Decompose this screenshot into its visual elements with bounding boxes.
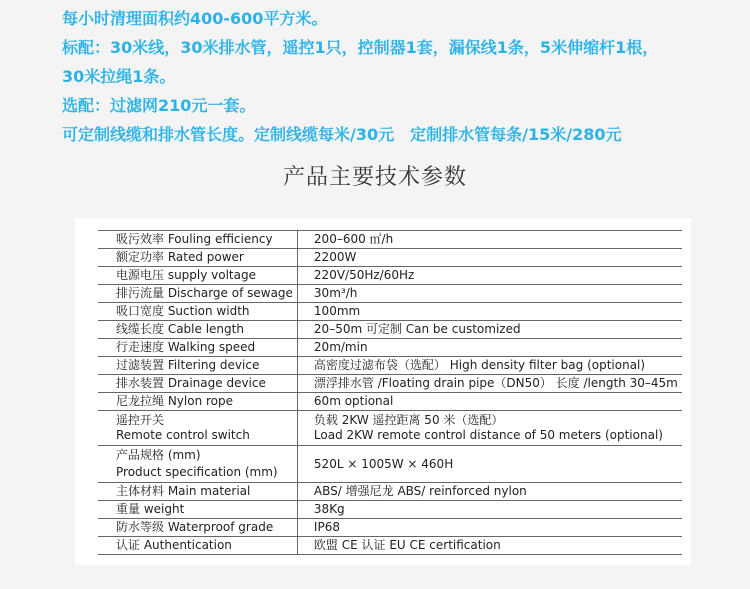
spec-value: 60m optional	[297, 393, 681, 411]
spec-value: 漂浮排水管 /Floating drain pipe（DN50） 长度 /length 30–45m	[297, 375, 681, 393]
intro-line: 30米拉绳1条。	[62, 67, 176, 86]
table-row	[98, 519, 682, 537]
spec-key-line: 遥控开关	[116, 413, 165, 427]
spec-value-line: Load 2KW remote control distance of 50 meters (optional)	[313, 428, 663, 442]
table-row	[98, 393, 682, 411]
spec-key: 排水装置 Drainage device	[98, 375, 297, 393]
table-row	[98, 285, 682, 303]
table-row	[98, 249, 682, 267]
spec-key	[98, 411, 297, 446]
table-row	[98, 537, 682, 555]
spec-value: 38Kg	[297, 501, 681, 519]
table-row	[98, 375, 682, 393]
spec-value: 100mm	[297, 303, 681, 321]
table-row	[98, 483, 682, 501]
table-row	[98, 339, 682, 357]
spec-key: 认证 Authentication	[98, 537, 297, 555]
spec-value-line: 负载 2KW 遥控距离 50 米（选配）	[313, 413, 504, 427]
table-row	[98, 411, 682, 446]
intro-line: 每小时清理面积约400-600平方米。	[62, 9, 328, 28]
table-row	[98, 321, 682, 339]
table-row	[98, 501, 682, 519]
spec-value: ABS/ 增强尼龙 ABS/ reinforced nylon	[297, 483, 681, 501]
spec-key: 尼龙拉绳 Nylon rope	[98, 393, 297, 411]
spec-value: 欧盟 CE 认证 EU CE certification	[297, 537, 681, 555]
intro-text	[62, 4, 742, 149]
spec-value: 200–600 ㎡/h	[297, 231, 681, 249]
spec-value: 20–50m 可定制 Can be customized	[297, 321, 681, 339]
spec-key-line: Remote control switch	[116, 428, 250, 442]
spec-key-line: Product specification (mm)	[116, 465, 278, 479]
spec-key: 主体材料 Main material	[98, 483, 297, 501]
table-row	[98, 357, 682, 375]
spec-value: 20m/min	[297, 339, 681, 357]
spec-key	[98, 446, 297, 483]
spec-key: 过滤装置 Filtering device	[98, 357, 297, 375]
intro-line: 标配：30米线，30米排水管，遥控1只，控制器1套，漏保线1条，5米伸缩杆1根，	[62, 38, 659, 57]
spec-value: 2200W	[297, 249, 681, 267]
spec-key: 额定功率 Rated power	[98, 249, 297, 267]
section-title: 产品主要技术参数	[282, 165, 467, 190]
spec-key: 吸口宽度 Suction width	[98, 303, 297, 321]
spec-key: 排污流量 Discharge of sewage	[98, 285, 297, 303]
intro-line: 可定制线缆和排水管长度。定制线缆每米/30元 定制排水管每条/15米/280元	[62, 125, 622, 144]
spec-key-line: 产品规格 (mm)	[116, 448, 201, 462]
table-row	[98, 231, 682, 249]
spec-key: 电源电压 supply voltage	[98, 267, 297, 285]
spec-key: 防水等级 Waterproof grade	[98, 519, 297, 537]
spec-key: 吸污效率 Fouling efficiency	[98, 231, 297, 249]
table-row	[98, 267, 682, 285]
spec-table	[98, 230, 682, 555]
table-row	[98, 446, 682, 483]
spec-key: 线缆长度 Cable length	[98, 321, 297, 339]
spec-value: 高密度过滤布袋（选配） High density filter bag (optional)	[297, 357, 681, 375]
intro-line: 选配：过滤网210元一套。	[62, 96, 256, 115]
spec-key: 行走速度 Walking speed	[98, 339, 297, 357]
spec-value	[297, 411, 681, 446]
spec-value: 30m³/h	[297, 285, 681, 303]
spec-value: IP68	[297, 519, 681, 537]
spec-value: 220V/50Hz/60Hz	[297, 267, 681, 285]
spec-value: 520L × 1005W × 460H	[297, 446, 681, 483]
table-row	[98, 303, 682, 321]
spec-key: 重量 weight	[98, 501, 297, 519]
